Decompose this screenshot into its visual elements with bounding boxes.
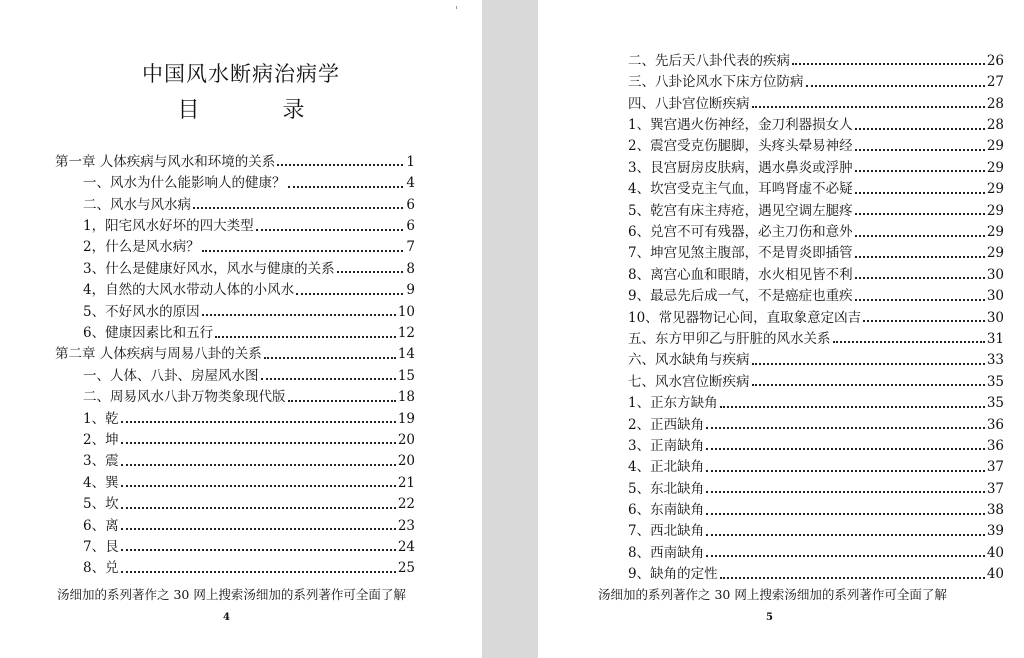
toc-entry-label: 1、乾 [83, 410, 119, 427]
toc-heading: 目 录 [177, 98, 343, 123]
dot-leader [121, 485, 396, 487]
page-5 [538, 0, 1024, 658]
toc-entry-label: 1、正东方缺角 [628, 395, 718, 412]
toc-entry-page: 40 [986, 544, 1004, 561]
toc-entry-label: 二、先后天八卦代表的疾病 [628, 52, 790, 69]
toc-entry-page: 19 [397, 410, 415, 427]
toc-entry-page: 28 [986, 117, 1004, 134]
dot-leader [121, 549, 396, 551]
toc-entry-label: 8、兑 [83, 560, 119, 577]
toc-entry[interactable] [55, 426, 415, 447]
page-number: 5 [766, 612, 773, 623]
dot-leader [121, 421, 396, 423]
dot-leader [720, 406, 985, 408]
toc-entry-label: 二、风水与风水病 [83, 196, 191, 213]
toc-entry-page: 20 [397, 453, 415, 470]
dot-leader [288, 400, 396, 402]
toc-entry-page: 27 [986, 74, 1004, 91]
toc-entry[interactable] [628, 304, 1004, 325]
dot-leader [806, 85, 985, 87]
toc-entry-page: 6 [406, 196, 415, 213]
dot-leader [202, 314, 396, 316]
dot-leader [833, 341, 985, 343]
toc-entry-label: 2、震宫受克伤腿脚，头疼头晕易神经 [628, 138, 853, 155]
dot-leader [855, 128, 985, 130]
toc-entry[interactable] [628, 282, 1004, 303]
dot-leader [121, 507, 396, 509]
toc-entry-page: 31 [986, 330, 1004, 347]
page-gutter [482, 0, 538, 658]
toc-list-left [55, 148, 415, 576]
toc-entry[interactable] [55, 255, 415, 276]
toc-entry[interactable] [628, 411, 1004, 432]
toc-entry-page: 12 [397, 325, 415, 342]
toc-entry-label: 第一章 人体疾病与风水和环境的关系 [55, 153, 276, 170]
toc-entry[interactable] [628, 346, 1004, 367]
toc-entry[interactable] [628, 68, 1004, 89]
toc-entry-label: 一、人体、八卦、房屋风水图 [83, 367, 259, 384]
toc-entry[interactable] [628, 432, 1004, 453]
toc-entry-label: 8、离宫心血和眼睛，水火相见皆不利 [628, 266, 853, 283]
dot-leader [792, 63, 985, 65]
toc-entry-label: 4，自然的大风水带动人体的小风水 [83, 282, 295, 299]
dot-leader [121, 464, 396, 466]
toc-entry-label: 4、巽 [83, 474, 119, 491]
dot-leader [261, 378, 396, 380]
toc-entry-label: 第二章 人体疾病与周易八卦的关系 [55, 346, 262, 363]
toc-entry[interactable] [55, 234, 415, 255]
toc-entry[interactable] [55, 405, 415, 426]
toc-entry-page: 4 [406, 175, 415, 192]
toc-entry[interactable] [55, 362, 415, 383]
toc-entry-label: 6、健康因素比和五行 [83, 325, 214, 342]
toc-entry-page: 40 [986, 566, 1004, 583]
toc-entry[interactable] [628, 154, 1004, 175]
toc-entry-label: 1，阳宅风水好坏的四大类型 [83, 218, 254, 235]
toc-entry[interactable] [628, 560, 1004, 581]
dot-leader [121, 571, 396, 573]
toc-entry[interactable] [55, 276, 415, 297]
toc-entry-page: 28 [986, 95, 1004, 112]
dot-leader [706, 555, 985, 557]
toc-entry-label: 6、兑宫不可有残器，必主刀伤和意外 [628, 224, 853, 241]
dot-leader [288, 186, 404, 188]
page-footer: 汤细加的系列著作之 30 网上搜索汤细加的系列著作可全面了解 [598, 587, 947, 602]
toc-entry-page: 29 [986, 159, 1004, 176]
book-title: 中国风水断病治病学 [142, 62, 340, 86]
dot-leader [752, 363, 985, 365]
toc-entry-page: 15 [397, 367, 415, 384]
toc-entry-page: 30 [986, 309, 1004, 326]
toc-entry-page: 36 [986, 416, 1004, 433]
dot-leader [752, 106, 985, 108]
toc-entry[interactable] [628, 325, 1004, 346]
toc-entry-page: 1 [406, 153, 415, 170]
toc-entry-label: 5、不好风水的原因 [83, 303, 200, 320]
dot-leader [706, 513, 985, 515]
toc-entry[interactable] [628, 261, 1004, 282]
toc-entry-page: 24 [397, 538, 415, 555]
toc-entry-page: 35 [986, 373, 1004, 390]
toc-entry-page: 6 [406, 218, 415, 235]
dot-leader [277, 164, 403, 166]
toc-entry-page: 29 [986, 202, 1004, 219]
dot-leader [706, 470, 985, 472]
dot-leader [121, 442, 396, 444]
toc-entry[interactable] [55, 169, 415, 190]
toc-entry-page: 38 [986, 502, 1004, 519]
toc-entry-page: 14 [397, 346, 415, 363]
toc-entry-label: 五、东方甲卯乙与肝脏的风水关系 [628, 330, 831, 347]
toc-entry-label: 9、缺角的定性 [628, 566, 718, 583]
toc-entry[interactable] [628, 90, 1004, 111]
toc-entry-page: 35 [986, 395, 1004, 412]
dot-leader [337, 271, 403, 273]
dot-leader [706, 534, 985, 536]
toc-entry-label: 四、八卦宫位断疾病 [628, 95, 750, 112]
toc-entry-page: 25 [397, 560, 415, 577]
toc-entry[interactable] [55, 554, 415, 575]
toc-entry-page: 7 [406, 239, 415, 256]
toc-entry[interactable] [55, 148, 415, 169]
toc-entry-label: 七、风水宫位断疾病 [628, 373, 750, 390]
toc-entry[interactable] [55, 512, 415, 533]
dot-leader [855, 192, 985, 194]
toc-entry-page: 10 [397, 303, 415, 320]
toc-entry-page: 29 [986, 224, 1004, 241]
dot-leader [264, 357, 396, 359]
toc-list-right [628, 47, 1004, 582]
dot-leader [706, 448, 985, 450]
toc-entry[interactable] [628, 197, 1004, 218]
dot-leader [193, 207, 403, 209]
toc-entry-label: 4、正北缺角 [628, 459, 705, 476]
page-4 [0, 0, 482, 658]
toc-entry[interactable] [628, 175, 1004, 196]
toc-entry[interactable] [55, 490, 415, 511]
toc-entry-page: 33 [986, 352, 1004, 369]
toc-entry-page: 29 [986, 245, 1004, 262]
toc-entry-label: 5、坎 [83, 496, 119, 513]
toc-entry[interactable] [55, 341, 415, 362]
toc-entry-label: 6、离 [83, 517, 119, 534]
toc-entry-label: 二、周易风水八卦万物类象现代版 [83, 389, 286, 406]
toc-entry-label: 2，什么是风水病？ [83, 239, 200, 256]
toc-entry-page: 29 [986, 181, 1004, 198]
dot-leader [855, 277, 985, 279]
toc-entry-page: 8 [406, 260, 415, 277]
toc-entry-label: 9、最忌先后成一气，不是癌症也重疾 [628, 288, 853, 305]
toc-entry-page: 39 [986, 523, 1004, 540]
toc-entry-page: 37 [986, 459, 1004, 476]
toc-entry[interactable] [628, 496, 1004, 517]
dot-leader [855, 235, 985, 237]
dot-leader [863, 320, 985, 322]
dot-leader [855, 170, 985, 172]
dot-leader [855, 213, 985, 215]
toc-entry[interactable] [55, 469, 415, 490]
toc-entry-label: 3、正南缺角 [628, 437, 705, 454]
toc-entry-label: 7、坤宫见煞主腹部，不是胃炎即插管 [628, 245, 853, 262]
toc-entry[interactable] [628, 368, 1004, 389]
toc-entry-label: 5、东北缺角 [628, 480, 705, 497]
dot-leader [855, 149, 985, 151]
page-footer: 汤细加的系列著作之 30 网上搜索汤细加的系列著作可全面了解 [57, 587, 406, 602]
dot-leader [855, 256, 985, 258]
toc-entry-label: 5、乾宫有床主痔疮，遇见空调左腿疼 [628, 202, 853, 219]
dot-leader [706, 427, 985, 429]
toc-entry-label: 2、正西缺角 [628, 416, 705, 433]
toc-entry-page: 22 [397, 496, 415, 513]
toc-entry-label: 2、坤 [83, 431, 119, 448]
toc-entry[interactable] [55, 533, 415, 554]
toc-entry[interactable] [628, 518, 1004, 539]
toc-entry-page: 21 [397, 474, 415, 491]
toc-entry[interactable] [55, 212, 415, 233]
dot-leader [202, 250, 403, 252]
toc-entry-page: 18 [397, 389, 415, 406]
toc-entry[interactable] [55, 191, 415, 212]
toc-entry-label: 1、巽宫遇火伤神经，金刀利器损女人 [628, 117, 853, 134]
toc-entry[interactable] [55, 447, 415, 468]
dot-leader [256, 229, 403, 231]
dot-leader [720, 577, 985, 579]
toc-entry[interactable] [628, 111, 1004, 132]
toc-entry-page: 26 [986, 52, 1004, 69]
toc-entry-label: 10、常见器物记心间，直取象意定凶吉 [628, 309, 862, 326]
dot-leader [121, 528, 396, 530]
toc-entry-label: 六、风水缺角与疾病 [628, 352, 750, 369]
toc-entry[interactable] [628, 240, 1004, 261]
toc-entry-label: 3、震 [83, 453, 119, 470]
scan-speck [456, 6, 457, 9]
toc-entry-page: 20 [397, 431, 415, 448]
toc-entry-label: 一、风水为什么能影响人的健康？ [83, 175, 286, 192]
toc-entry-page: 29 [986, 138, 1004, 155]
toc-entry-page: 30 [986, 288, 1004, 305]
toc-entry-page: 36 [986, 437, 1004, 454]
toc-entry-label: 7、艮 [83, 538, 119, 555]
toc-entry[interactable] [628, 389, 1004, 410]
toc-entry[interactable] [628, 475, 1004, 496]
toc-entry-label: 8、西南缺角 [628, 544, 705, 561]
toc-entry[interactable] [628, 539, 1004, 560]
toc-entry-page: 9 [406, 282, 415, 299]
dot-leader [296, 293, 403, 295]
toc-entry-page: 30 [986, 266, 1004, 283]
toc-entry-page: 37 [986, 480, 1004, 497]
toc-entry[interactable] [628, 218, 1004, 239]
dot-leader [215, 336, 396, 338]
toc-entry[interactable] [628, 47, 1004, 68]
toc-entry-page: 23 [397, 517, 415, 534]
page-number: 4 [223, 612, 230, 623]
dot-leader [855, 299, 985, 301]
dot-leader [706, 491, 985, 493]
toc-entry[interactable] [628, 133, 1004, 154]
toc-entry-label: 4、坎宫受克主气血，耳鸣肾虚不必疑 [628, 181, 853, 198]
dot-leader [752, 384, 985, 386]
toc-entry[interactable] [628, 453, 1004, 474]
toc-entry[interactable] [55, 383, 415, 404]
toc-entry-label: 7、西北缺角 [628, 523, 705, 540]
toc-entry[interactable] [55, 319, 415, 340]
toc-entry-label: 3、艮宫厨房皮肤病，遇水鼻炎或浮肿 [628, 159, 853, 176]
toc-entry-label: 三、八卦论风水下床方位防病 [628, 74, 804, 91]
toc-entry[interactable] [55, 298, 415, 319]
toc-entry-label: 6、东南缺角 [628, 502, 705, 519]
toc-entry-label: 3、什么是健康好风水，风水与健康的关系 [83, 260, 335, 277]
